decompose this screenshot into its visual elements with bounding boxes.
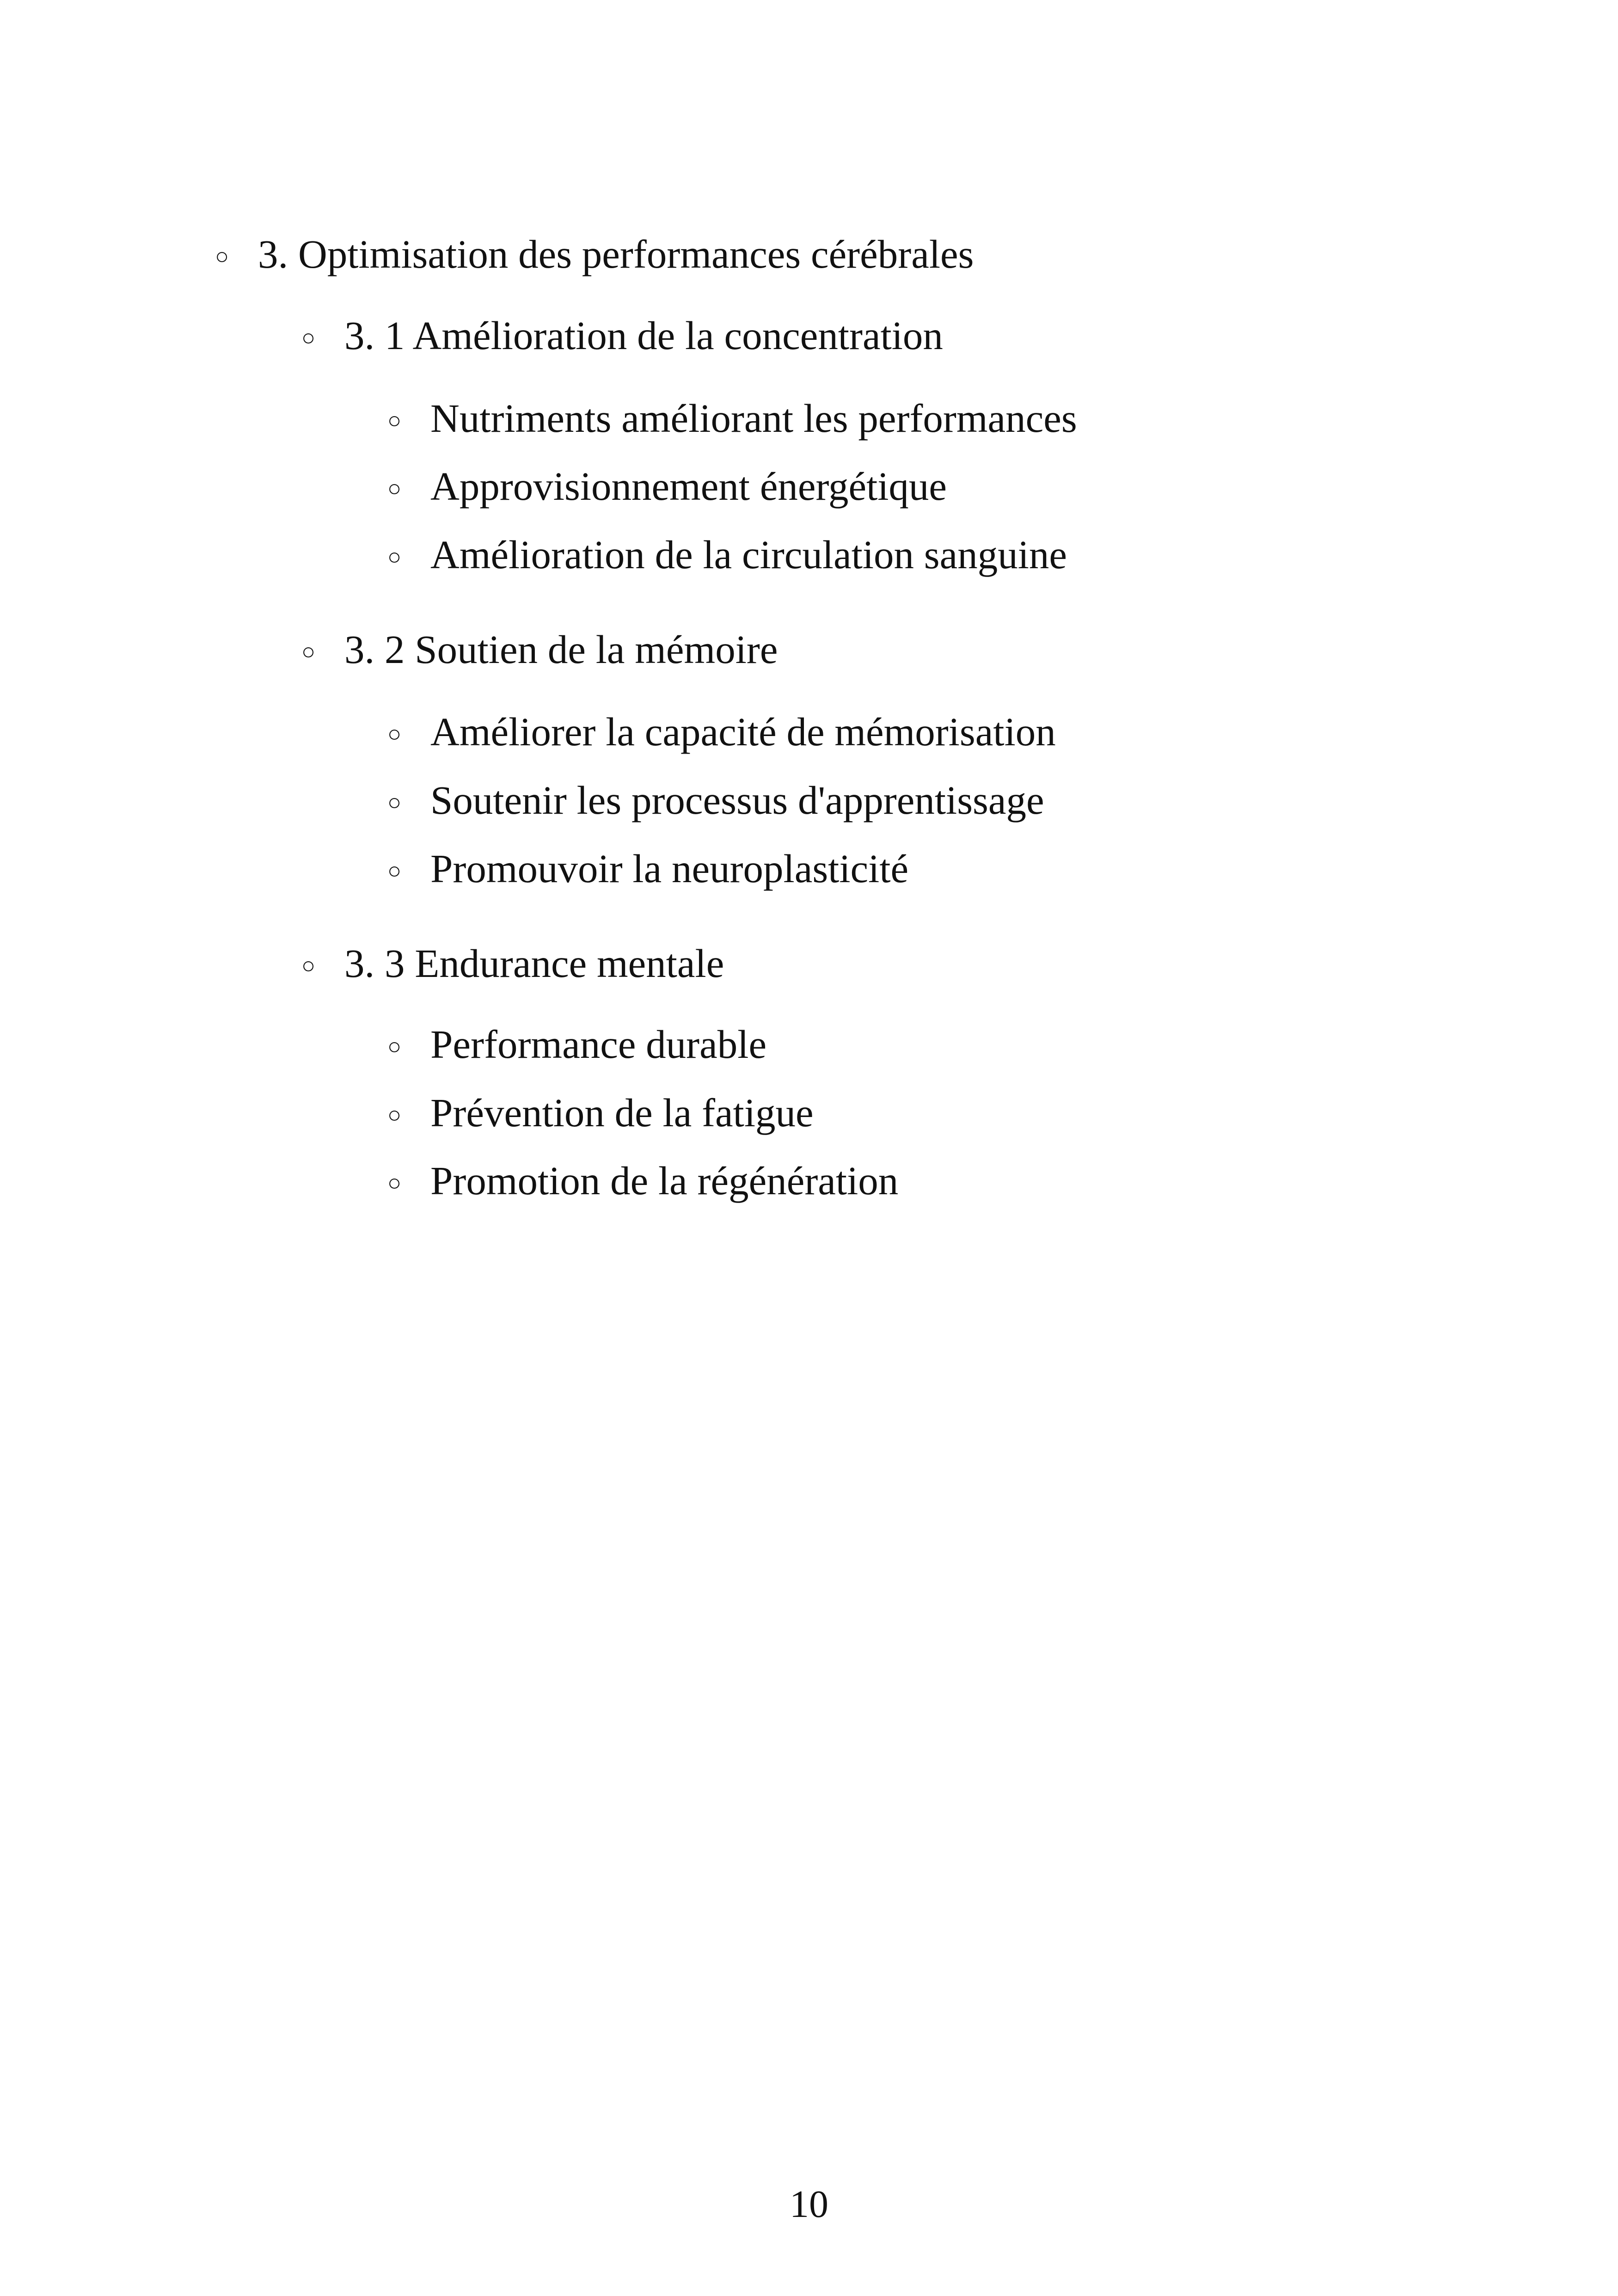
subsection-title: 3. 2 Soutien de la mémoire [344,627,778,672]
outline-list-item [387,1090,814,1136]
hollow-circle-bullet-icon: ○ [387,1102,402,1128]
subsection-title: 3. 1 Amélioration de la concentration [344,313,943,358]
outline-list-item [387,777,1044,823]
hollow-circle-bullet-icon: ○ [387,407,402,433]
list-item-text: Nutriments améliorant les performances [430,396,1077,441]
list-item-text: Améliorer la capacité de mémorisation [430,709,1056,754]
hollow-circle-bullet-icon: ○ [387,475,402,501]
list-item-text: Soutenir les processus d'apprentissage [430,778,1044,823]
hollow-circle-bullet-icon: ○ [387,858,402,884]
outline-subsection-heading [301,940,724,987]
outline-list-item [387,709,1056,755]
hollow-circle-bullet-icon: ○ [387,544,402,570]
outline-list-item [387,846,908,892]
hollow-circle-bullet-icon: ○ [215,243,229,269]
outline-list-item [387,395,1077,442]
hollow-circle-bullet-icon: ○ [301,952,316,978]
outline-list-item [387,532,1067,578]
hollow-circle-bullet-icon: ○ [387,721,402,747]
hollow-circle-bullet-icon: ○ [387,1170,402,1196]
list-item-text: Approvisionnement énergétique [430,464,947,509]
hollow-circle-bullet-icon: ○ [387,1033,402,1059]
list-item-text: Performance durable [430,1022,767,1067]
list-item-text: Promouvoir la neuroplasticité [430,846,909,891]
subsection-title: 3. 3 Endurance mentale [344,941,724,986]
outline-subsection-heading [301,626,778,673]
outline-list-item [387,1021,766,1068]
list-item-text: Amélioration de la circulation sanguine [430,532,1067,577]
hollow-circle-bullet-icon: ○ [387,789,402,815]
list-item-text: Promotion de la régénération [430,1158,899,1203]
outline-list-item [387,463,947,510]
outline-section-heading [215,231,974,277]
list-item-text: Prévention de la fatigue [430,1090,814,1135]
section-title: 3. Optimisation des performances cérébrales [258,232,974,276]
hollow-circle-bullet-icon: ○ [301,325,316,350]
page-number: 10 [790,2183,828,2226]
outline-subsection-heading [301,313,943,359]
outline-list-item [387,1158,898,1204]
hollow-circle-bullet-icon: ○ [301,638,316,664]
